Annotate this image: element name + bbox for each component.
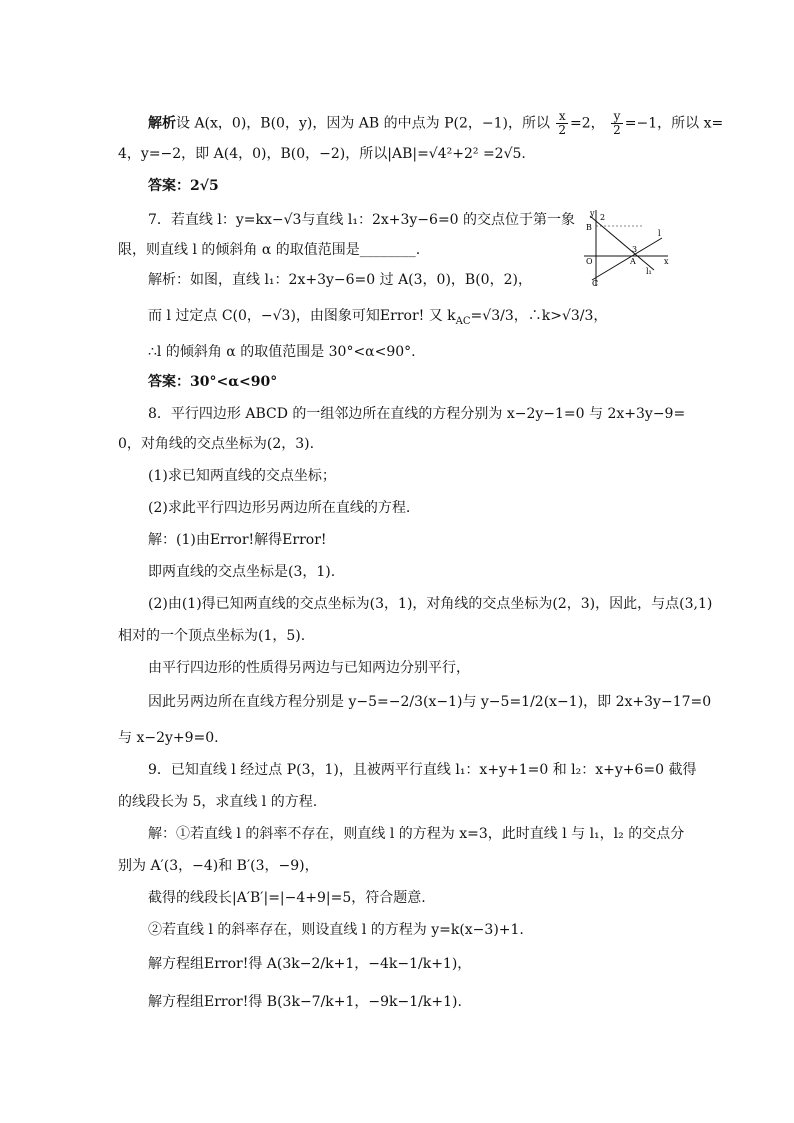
- label-x: x: [664, 257, 669, 266]
- label-l1: l₁: [646, 267, 652, 276]
- question-7-line-1: 7．若直线 l：y=kx−√3与直线 l₁：2x+3y−6=0 的交点位于第一象: [148, 212, 576, 228]
- solution-9-line-6: 解方程组Error!得 B(3k−7/k+1，−9k−1/k+1).: [148, 994, 462, 1010]
- solution-8-line-3: (2)由(1)得已知两直线的交点坐标为(3，1)，对角线的交点坐标为(2，3)，因此，与点(3,1): [148, 596, 713, 612]
- question-9-line-1: 9．已知直线 l 经过点 P(3，1)，且被两平行直线 l₁：x+y+1=0 和 l₂：x+y+6=0 截得: [148, 762, 697, 778]
- label-2: 2: [600, 213, 606, 222]
- label-C: C: [592, 279, 599, 288]
- label-A: A: [630, 257, 636, 266]
- solution-7-line-3: ∴l 的倾斜角 α 的取值范围是 30°<α<90°.: [148, 344, 416, 360]
- answer-1: 答案：2√5: [148, 178, 219, 194]
- solution-9-line-3: 截得的线段长|A′B′|=|−4+9|=5，符合题意.: [148, 890, 426, 906]
- solution-8-line-1: 解：(1)由Error!解得Error!: [148, 532, 327, 548]
- question-8-part-2: (2)求此平行四边形另两边所在直线的方程.: [148, 500, 411, 516]
- solution-9-line-4: ②若直线 l 的斜率存在，则设直线 l 的方程为 y=k(x−3)+1.: [148, 922, 524, 938]
- fraction-x-over-2: $\frac{x}{2}$: [558, 109, 567, 137]
- solution-9-line-1: 解：①若直线 l 的斜率不存在，则直线 l 的方程为 x=3，此时直线 l 与 l₁，l₂ 的交点分: [148, 826, 685, 842]
- solution-8-line-2: 即两直线的交点坐标是(3，1).: [148, 564, 336, 580]
- solution-7-line-2: 而 l 过定点 C(0，−√3)，由图象可知Error! 又 $k_{AC}=√3/3$，∴k>√3/3，: [148, 308, 608, 327]
- solution-8-line-7: 与 x−2y+9=0.: [118, 730, 219, 746]
- label-3: 3: [632, 245, 638, 254]
- question-7-line-2: 限，则直线 l 的倾斜角 α 的取值范围是________.: [118, 242, 421, 258]
- solution-8-line-6: 因此另两边所在直线方程分别是 y−5=−2/3(x−1)与 y−5=1/2(x−1)，即 2x+3y−17=0: [148, 694, 712, 710]
- label-l: l: [658, 229, 661, 238]
- solution-9-line-5: 解方程组Error!得 A(3k−2/k+1，−4k−1/k+1)，: [148, 956, 472, 972]
- question-8-line-1: 8．平行四边形 ABCD 的一组邻边所在直线的方程分别为 x−2y−1=0 与 2x+3y−9=: [148, 406, 686, 422]
- question-8-part-1: (1)求已知两直线的交点坐标；: [148, 468, 336, 484]
- answer-2: 答案：30°<α<90°: [148, 374, 278, 390]
- fraction-y-over-2: $\frac{y}{2}$: [613, 109, 621, 137]
- coordinate-graph: [578, 208, 670, 288]
- line-1: 解析设 A(x，0)，B(0，y)，因为 AB 的中点为 P(2，−1)，所以 $\frac{x}{2}$ =2， $\frac{y}{2}$ =−1，所以 x=: [148, 109, 724, 137]
- line-2: 4，y=−2，即 A(4，0)，B(0，−2)，所以|AB|=√4²+2² =2√5.: [118, 146, 526, 162]
- solution-8-line-4: 相对的一个顶点坐标为(1，5).: [118, 628, 306, 644]
- label-O: O: [586, 257, 593, 266]
- label-B: B: [586, 223, 592, 232]
- solution-7-line-1: 解析：如图，直线 l₁：2x+3y−6=0 过 A(3，0)，B(0，2)，: [148, 272, 532, 288]
- question-9-line-2: 的线段长为 5，求直线 l 的方程.: [118, 794, 318, 810]
- solution-8-line-5: 由平行四边形的性质得另两边与已知两边分别平行，: [148, 660, 470, 676]
- solution-9-line-2: 别为 A′(3，−4)和 B′(3，−9)，: [118, 858, 319, 874]
- label-y: y: [590, 209, 595, 218]
- question-8-line-2: 0，对角线的交点坐标为(2，3).: [118, 436, 315, 452]
